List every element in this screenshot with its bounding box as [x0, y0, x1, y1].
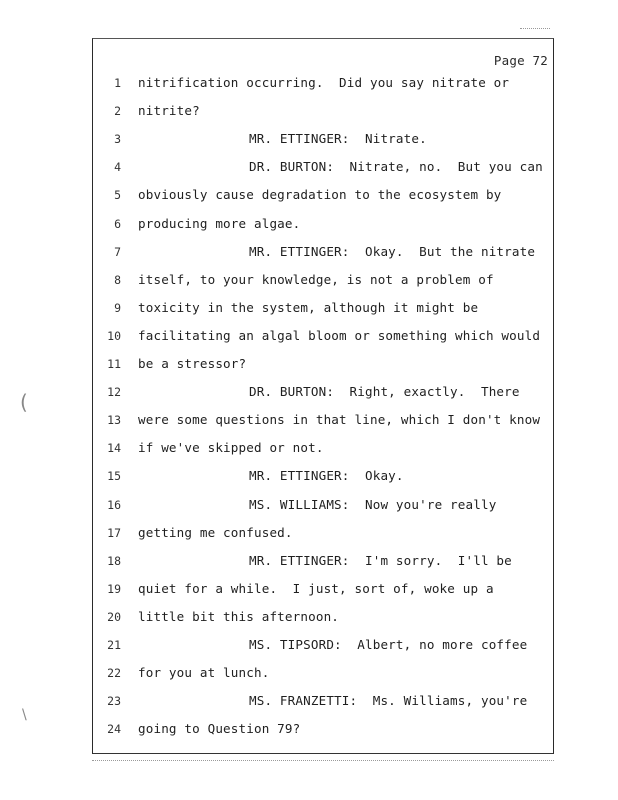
line-text: obviously cause degradation to the ecosystem by [138, 187, 502, 203]
transcript-line [93, 101, 553, 121]
line-text: MR. ETTINGER: I'm sorry. I'll be [249, 552, 512, 568]
transcript-line [93, 242, 553, 262]
transcript-line [93, 354, 553, 374]
transcript-line [93, 382, 553, 402]
line-text: if we've skipped or not. [138, 440, 324, 456]
transcript-line [93, 298, 553, 318]
scan-mark-left-lower: \ [22, 707, 27, 723]
line-number: 20 [107, 609, 121, 624]
line-text: facilitating an algal bloom or something which would [138, 327, 541, 343]
transcript-line [93, 466, 553, 486]
line-text: be a stressor? [138, 356, 247, 371]
line-number: 16 [107, 497, 121, 512]
transcript-line [93, 270, 553, 290]
line-text: MR. ETTINGER: Okay. But the nitrate [249, 243, 536, 259]
line-text: DR. BURTON: Nitrate, no. But you can [249, 159, 543, 175]
line-text: toxicity in the system, although it might be [138, 299, 479, 315]
line-text: MR. ETTINGER: Okay. [249, 468, 404, 484]
transcript-line [93, 607, 553, 627]
line-number: 1 [114, 76, 121, 90]
line-number: 15 [107, 469, 121, 484]
transcript-line [93, 495, 553, 515]
scan-artifact-top [520, 28, 550, 31]
line-text: getting me confused. [138, 524, 293, 540]
page-number: Page 72 [493, 53, 548, 68]
line-text: for you at lunch. [138, 665, 270, 681]
transcript-line [93, 73, 553, 93]
line-text: nitrite? [138, 103, 200, 119]
line-text: quiet for a while. I just, sort of, woke up a [138, 580, 494, 596]
line-text: going to Question 79? [138, 721, 301, 737]
scan-mark-left: ( [20, 390, 28, 414]
transcript-line [93, 551, 553, 571]
line-text: DR. BURTON: Right, exactly. There [249, 384, 520, 400]
line-number: 22 [107, 666, 121, 681]
transcript-line [93, 157, 553, 177]
line-number: 14 [107, 441, 121, 456]
transcript-page [92, 38, 554, 754]
scan-artifact-bottom [92, 757, 554, 761]
line-text: MS. TIPSORD: Albert, no more coffee [249, 637, 528, 652]
line-number: 5 [114, 188, 121, 203]
line-number: 8 [114, 272, 121, 287]
line-text: little bit this afternoon. [138, 608, 340, 624]
line-number: 7 [114, 244, 121, 259]
line-text: itself, to your knowledge, is not a problem of [138, 271, 494, 287]
line-number: 2 [114, 104, 121, 119]
transcript-line [93, 523, 553, 543]
line-text: producing more algae. [138, 215, 301, 231]
line-text: MR. ETTINGER: Nitrate. [249, 131, 427, 147]
line-number: 6 [114, 216, 121, 231]
line-number: 4 [114, 160, 121, 175]
transcript-line [93, 438, 553, 458]
line-number: 18 [107, 553, 121, 568]
line-text: MS. WILLIAMS: Now you're really [249, 496, 497, 512]
line-number: 21 [107, 638, 121, 652]
line-text: were some questions in that line, which I don't know [138, 412, 541, 428]
line-number: 24 [107, 722, 121, 737]
line-number: 3 [114, 132, 121, 147]
line-number: 11 [107, 357, 121, 371]
transcript-line [93, 326, 553, 346]
transcript-line [93, 579, 553, 599]
transcript-line [93, 719, 553, 739]
transcript-line [93, 129, 553, 149]
line-number: 13 [107, 413, 121, 428]
line-number: 9 [114, 300, 121, 315]
line-number: 10 [107, 328, 121, 343]
transcript-line [93, 691, 553, 711]
line-text: MS. FRANZETTI: Ms. Williams, you're [249, 693, 528, 709]
transcript-line [93, 185, 553, 205]
transcript-line [93, 410, 553, 430]
line-text: nitrification occurring. Did you say nitrate or [138, 75, 510, 90]
line-number: 19 [107, 581, 121, 596]
line-number: 23 [107, 694, 121, 709]
line-number: 12 [107, 385, 121, 400]
transcript-line [93, 635, 553, 655]
line-number: 17 [107, 525, 121, 540]
transcript-line [93, 663, 553, 683]
transcript-line [93, 214, 553, 234]
